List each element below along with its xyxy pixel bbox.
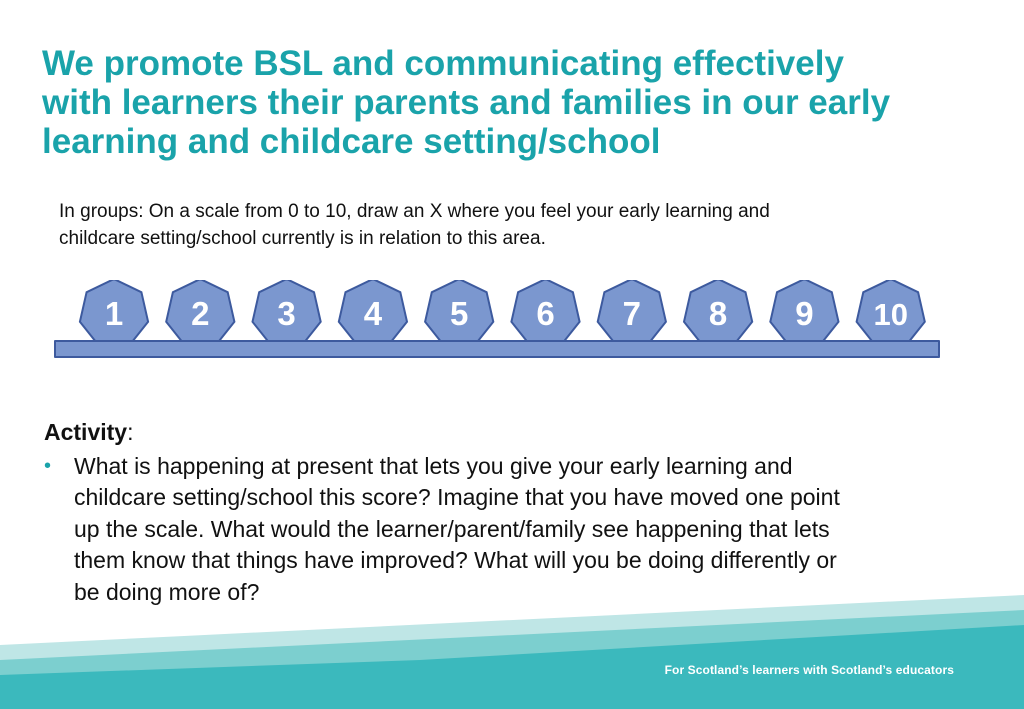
scale-marker-10 <box>857 280 925 342</box>
scale-bar <box>54 340 940 358</box>
slide-title <box>42 44 992 161</box>
scale-marker-4 <box>339 280 407 342</box>
scale-marker-label: 4 <box>363 295 383 332</box>
footer-wave-graphic <box>0 590 1024 709</box>
activity-line: up the scale. What would the learner/parent/family see happening that lets <box>74 515 830 542</box>
scale-marker-5 <box>425 280 493 342</box>
scale-marker-1 <box>80 280 148 342</box>
activity-heading: Activity: <box>44 419 134 445</box>
scale-marker-label: 10 <box>873 297 908 332</box>
scale-marker-label: 6 <box>536 295 555 332</box>
title-line: learning and childcare setting/school <box>42 122 661 161</box>
scale-marker-2 <box>166 280 234 342</box>
footer-tagline: For Scotland’s learners with Scotland’s educators <box>664 663 954 677</box>
scale-marker-label: 1 <box>104 295 124 332</box>
scale-marker-8 <box>684 280 752 342</box>
scale-marker-9 <box>770 280 838 342</box>
bullet-marker: • <box>44 454 52 477</box>
scale-marker-label: 7 <box>622 295 641 332</box>
scale-marker-6 <box>511 280 579 342</box>
activity-bullet <box>44 451 974 609</box>
title-line: We promote BSL and communicating effectively <box>42 44 844 83</box>
activity-section <box>44 417 974 608</box>
rating-scale <box>52 280 944 364</box>
scale-marker-label: 8 <box>708 295 728 332</box>
instructions-line: childcare setting/school currently is in relation to this area. <box>59 228 546 249</box>
activity-line: childcare setting/school this score? Imagine that you have moved one point <box>74 484 840 510</box>
scale-marker-3 <box>253 280 321 342</box>
scale-marker-label: 2 <box>191 295 210 332</box>
scale-marker-label: 3 <box>277 295 296 332</box>
scale-markers <box>52 280 944 342</box>
instructions-text <box>59 198 959 252</box>
activity-line: be doing more of? <box>74 578 260 605</box>
title-line: with learners their parents and families in our early <box>42 83 891 122</box>
scale-marker-label: 5 <box>450 295 469 332</box>
scale-marker-label: 9 <box>795 295 814 332</box>
scale-marker-7 <box>598 280 666 342</box>
activity-line: them know that things have improved? What will you be doing differently or <box>74 547 837 573</box>
instructions-line: In groups: On a scale from 0 to 10, draw an X where you feel your early learning and <box>59 201 770 222</box>
activity-line: What is happening at present that lets you give your early learning and <box>74 452 793 479</box>
